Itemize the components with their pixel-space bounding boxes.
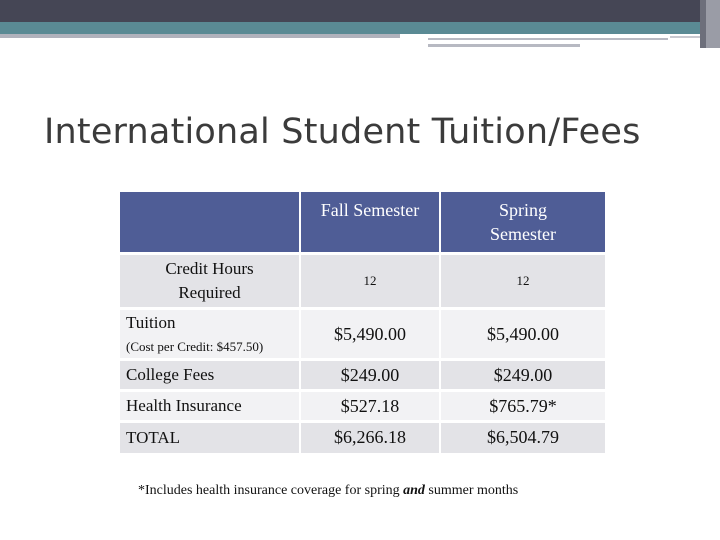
footnote-text-after: summer months xyxy=(424,483,519,498)
cell-spring-health-insurance: $765.79* xyxy=(440,391,605,422)
header-bar-accent xyxy=(0,22,720,34)
cell-spring-tuition: $5,490.00 xyxy=(440,309,605,360)
row-label-college-fees: College Fees xyxy=(120,360,300,391)
header-cell-empty xyxy=(120,192,300,254)
tuition-sublabel: (Cost per Credit: $457.50) xyxy=(126,339,264,354)
header-bar-dark xyxy=(0,0,700,22)
header-underline xyxy=(0,34,400,38)
header-spring-label: Spring Semester xyxy=(490,200,556,244)
decorative-rule xyxy=(670,36,700,38)
cell-fall-tuition: $5,490.00 xyxy=(300,309,440,360)
cell-spring-college-fees: $249.00 xyxy=(440,360,605,391)
decorative-rule xyxy=(428,44,580,47)
footnote-text-before: *Includes health insurance coverage for spring xyxy=(138,483,404,498)
cell-spring-credit-hours: 12 xyxy=(440,254,605,309)
tuition-label: Tuition xyxy=(126,313,176,332)
cell-fall-college-fees: $249.00 xyxy=(300,360,440,391)
cell-fall-health-insurance: $527.18 xyxy=(300,391,440,422)
table-row xyxy=(120,391,605,422)
table-row xyxy=(120,254,605,309)
header-fall-semester: Fall Semester xyxy=(300,192,440,254)
header-spring-semester xyxy=(440,192,605,254)
row-label-tuition xyxy=(120,309,300,360)
footnote xyxy=(138,483,518,499)
row-label-credit-hours xyxy=(120,254,300,309)
fees-table xyxy=(120,192,605,453)
table-row xyxy=(120,422,605,453)
cell-spring-total: $6,504.79 xyxy=(440,422,605,453)
table-header-row xyxy=(120,192,605,254)
slide-title: International Student Tuition/Fees xyxy=(44,112,641,152)
row-label-health-insurance: Health Insurance xyxy=(120,391,300,422)
header-corner-block-light xyxy=(706,0,720,48)
cell-fall-credit-hours: 12 xyxy=(300,254,440,309)
table-row xyxy=(120,309,605,360)
decorative-rule xyxy=(428,38,668,40)
table-row xyxy=(120,360,605,391)
credit-hours-label: Credit Hours Required xyxy=(165,259,254,302)
row-label-total: TOTAL xyxy=(120,422,300,453)
footnote-emphasis: and xyxy=(403,483,425,498)
cell-fall-total: $6,266.18 xyxy=(300,422,440,453)
